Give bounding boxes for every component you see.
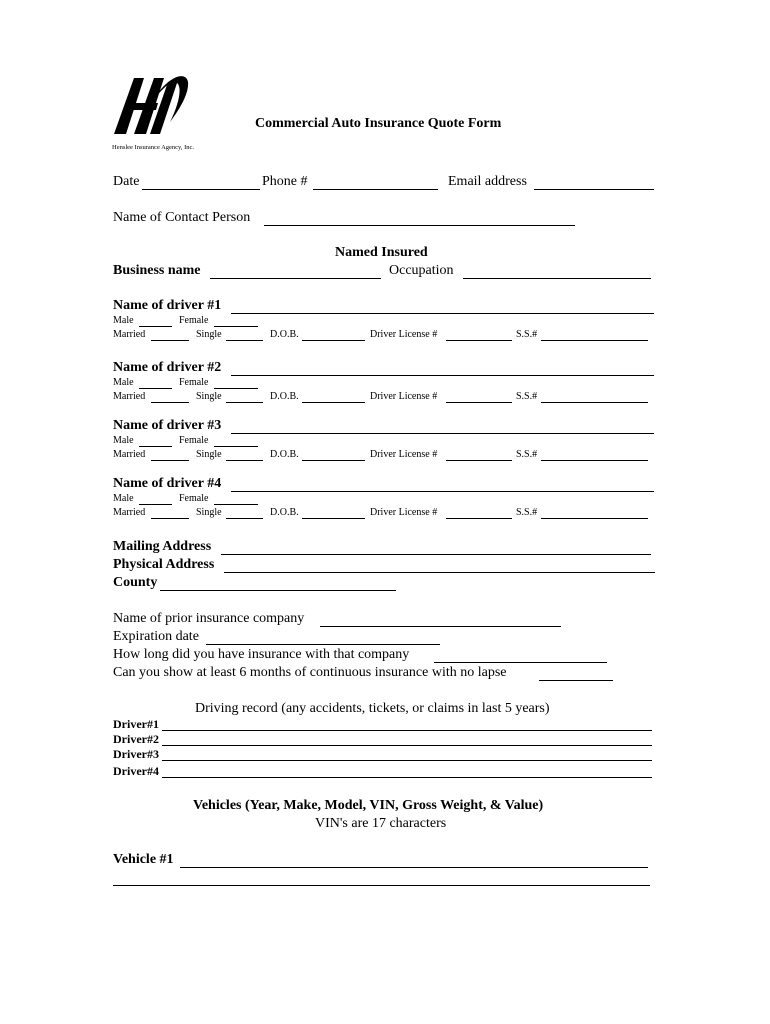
mailing-address-label: Mailing Address	[113, 539, 212, 554]
dob-field[interactable]	[302, 460, 365, 461]
driving-record-field[interactable]	[162, 730, 652, 731]
ssn-field[interactable]	[541, 402, 648, 403]
ssn-field[interactable]	[541, 518, 648, 519]
ssn-label: S.S.#	[516, 391, 538, 402]
male-field[interactable]	[139, 388, 172, 389]
married-label: Married	[113, 449, 146, 460]
single-field[interactable]	[226, 460, 263, 461]
married-label: Married	[113, 391, 146, 402]
email-field[interactable]	[534, 189, 654, 190]
male-label: Male	[113, 377, 134, 388]
married-field[interactable]	[151, 518, 189, 519]
dob-label: D.O.B.	[270, 329, 299, 340]
license-field[interactable]	[446, 340, 512, 341]
male-label: Male	[113, 315, 134, 326]
license-label: Driver License #	[370, 507, 438, 518]
agency-name: Henslee Insurance Agency, Inc.	[112, 144, 195, 151]
dob-label: D.O.B.	[270, 507, 299, 518]
physical-address-field[interactable]	[224, 572, 655, 573]
single-label: Single	[196, 507, 222, 518]
mailing-address-field[interactable]	[221, 554, 651, 555]
occupation-field[interactable]	[463, 278, 651, 279]
how-long-field[interactable]	[434, 662, 607, 663]
county-field[interactable]	[160, 590, 396, 591]
ssn-label: S.S.#	[516, 329, 538, 340]
female-label: Female	[179, 377, 209, 388]
driving-record-heading: Driving record (any accidents, tickets, or claims in last 5 years)	[195, 701, 550, 716]
driver-name-label: Name of driver #2	[113, 360, 222, 375]
dob-field[interactable]	[302, 340, 365, 341]
married-field[interactable]	[151, 402, 189, 403]
driver-name-label: Name of driver #1	[113, 298, 222, 313]
email-label: Email address	[448, 174, 527, 189]
business-name-label: Business name	[113, 263, 201, 278]
date-label: Date	[113, 174, 140, 189]
expiration-date-field[interactable]	[206, 644, 440, 645]
driver-name-field[interactable]	[231, 433, 654, 434]
female-field[interactable]	[214, 504, 258, 505]
married-field[interactable]	[151, 460, 189, 461]
female-field[interactable]	[214, 446, 258, 447]
male-label: Male	[113, 435, 134, 446]
vehicle1-label: Vehicle #1	[113, 852, 174, 867]
contact-person-label: Name of Contact Person	[113, 210, 251, 225]
ssn-label: S.S.#	[516, 507, 538, 518]
driving-record-field[interactable]	[162, 745, 652, 746]
form-title: Commercial Auto Insurance Quote Form	[255, 116, 502, 131]
named-insured-heading: Named Insured	[335, 245, 428, 260]
vehicle1-field[interactable]	[180, 867, 648, 868]
single-field[interactable]	[226, 518, 263, 519]
dob-label: D.O.B.	[270, 391, 299, 402]
male-field[interactable]	[139, 504, 172, 505]
county-label: County	[113, 575, 158, 590]
license-field[interactable]	[446, 518, 512, 519]
physical-address-label: Physical Address	[113, 557, 215, 572]
driving-record-row-label: Driver#1	[113, 717, 159, 731]
single-label: Single	[196, 329, 222, 340]
married-field[interactable]	[151, 340, 189, 341]
continuous-insurance-field[interactable]	[539, 680, 613, 681]
single-label: Single	[196, 449, 222, 460]
male-field[interactable]	[139, 326, 172, 327]
vin-note: VIN's are 17 characters	[315, 816, 447, 831]
license-label: Driver License #	[370, 449, 438, 460]
ssn-label: S.S.#	[516, 449, 538, 460]
license-label: Driver License #	[370, 391, 438, 402]
male-label: Male	[113, 493, 134, 504]
driving-record-row-label: Driver#2	[113, 732, 159, 746]
married-label: Married	[113, 329, 146, 340]
ssn-field[interactable]	[541, 340, 648, 341]
how-long-label: How long did you have insurance with that company	[113, 647, 410, 662]
contact-person-field[interactable]	[264, 225, 575, 226]
female-label: Female	[179, 493, 209, 504]
phone-label: Phone #	[262, 174, 308, 189]
phone-field[interactable]	[313, 189, 438, 190]
driver-name-field[interactable]	[231, 375, 654, 376]
business-name-field[interactable]	[210, 278, 381, 279]
driver-name-label: Name of driver #3	[113, 418, 222, 433]
date-field[interactable]	[142, 189, 260, 190]
female-field[interactable]	[214, 388, 258, 389]
driving-record-field[interactable]	[162, 777, 652, 778]
single-label: Single	[196, 391, 222, 402]
married-label: Married	[113, 507, 146, 518]
dob-field[interactable]	[302, 518, 365, 519]
occupation-label: Occupation	[389, 263, 454, 278]
single-field[interactable]	[226, 340, 263, 341]
company-logo	[112, 72, 190, 142]
dob-field[interactable]	[302, 402, 365, 403]
dob-label: D.O.B.	[270, 449, 299, 460]
driving-record-field[interactable]	[162, 760, 652, 761]
driving-record-row-label: Driver#3	[113, 747, 159, 761]
vehicle1-continuation-field[interactable]	[113, 885, 650, 886]
vehicles-heading: Vehicles (Year, Make, Model, VIN, Gross Weight, & Value)	[193, 798, 544, 813]
license-label: Driver License #	[370, 329, 438, 340]
driver-name-label: Name of driver #4	[113, 476, 222, 491]
male-field[interactable]	[139, 446, 172, 447]
ssn-field[interactable]	[541, 460, 648, 461]
prior-company-field[interactable]	[320, 626, 561, 627]
driving-record-row-label: Driver#4	[113, 764, 159, 778]
prior-company-label: Name of prior insurance company	[113, 611, 305, 626]
logo-h-crossbar	[128, 103, 158, 110]
expiration-date-label: Expiration date	[113, 629, 199, 644]
license-field[interactable]	[446, 402, 512, 403]
driver-name-field[interactable]	[231, 313, 654, 314]
continuous-insurance-label: Can you show at least 6 months of continuous insurance with no lapse	[113, 665, 507, 680]
female-field[interactable]	[214, 326, 258, 327]
driver-name-field[interactable]	[231, 491, 654, 492]
female-label: Female	[179, 435, 209, 446]
license-field[interactable]	[446, 460, 512, 461]
single-field[interactable]	[226, 402, 263, 403]
female-label: Female	[179, 315, 209, 326]
